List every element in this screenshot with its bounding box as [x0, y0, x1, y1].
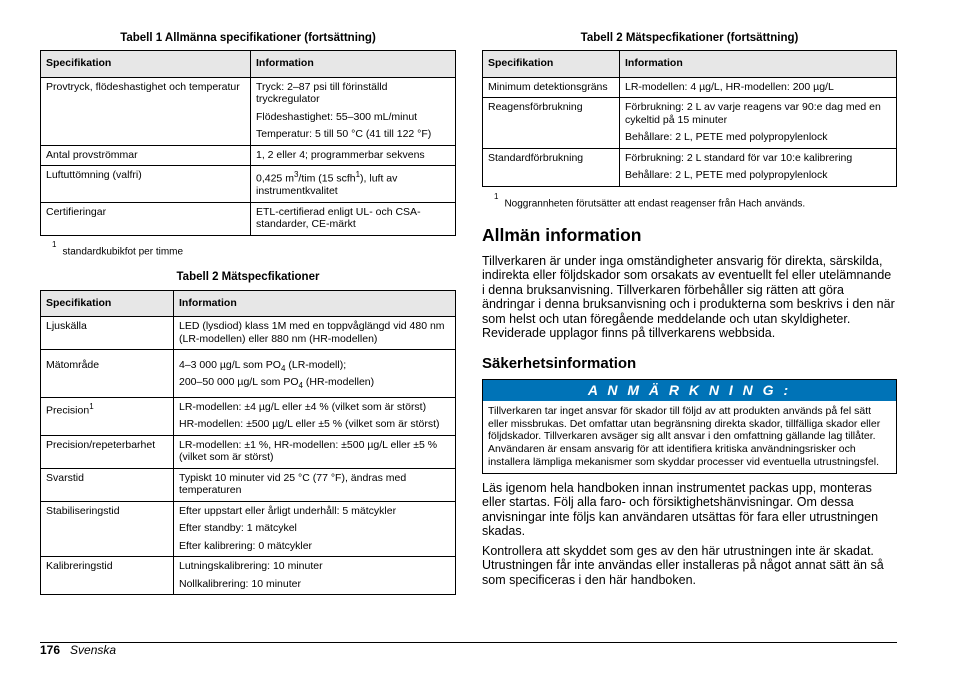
- table-row: [41, 435, 456, 468]
- cell-line: Temperatur: 5 till 50 °C (41 till 122 °F): [256, 128, 432, 140]
- table-cell: Typiskt 10 minuter vid 25 °C (77 °F), ändras med temperaturen: [174, 468, 456, 501]
- cell-text: 0,425 m: [256, 172, 294, 185]
- column-header: Specifikation: [41, 51, 251, 78]
- footnote-ref: 1: [355, 170, 361, 179]
- cell-text: /tim (15 scfh: [298, 172, 356, 185]
- cell-line: Behållare: 2 L, PETE med polypropylenlock: [625, 131, 828, 143]
- footnote-text: standardkubikfot per timme: [62, 245, 184, 257]
- table-header-row: [41, 51, 456, 78]
- cell-text: (HR-modellen): [302, 375, 375, 388]
- cell-line: HR-modellen: ±500 µg/L eller ±5 % (vilket som är störst): [179, 418, 440, 431]
- table-cell: Standardförbrukning: [483, 148, 620, 186]
- footnote-number: 1: [494, 191, 499, 201]
- cell-line: Efter kalibrering: 0 mätcykler: [179, 539, 313, 552]
- table-cell: Svarstid: [41, 468, 174, 501]
- cell-line: Lutningskalibrering: 10 minuter: [179, 560, 323, 573]
- table-cell: [251, 166, 456, 203]
- paragraph: Läs igenom hela handboken innan instrumentet packas upp, monteras eller startas. Följ alla faro- och försiktighetshänvisningar. Om dessa anvisningar inte följs kan användaren utsättas för fara eller utrustningen skadas.: [482, 480, 879, 539]
- table-cell: Kalibreringstid: [41, 557, 174, 595]
- paragraph: Kontrollera att skyddet som ges av den här utrustningen inte är skadat. Utrustningen får inte användas eller installeras på något annat sätt än så som specificeras i den här handboken.: [482, 543, 884, 587]
- column-header: Specifikation: [41, 290, 174, 317]
- table2-continued: [482, 50, 897, 187]
- footer-divider: [40, 642, 897, 643]
- table-row: [41, 397, 456, 435]
- column-header: Information: [251, 51, 456, 78]
- table-cell: Provtryck, flödeshastighet och temperatur: [41, 77, 251, 145]
- table-cell: Reagensförbrukning: [483, 98, 620, 149]
- table-row: [483, 77, 897, 98]
- table-cell: Ljuskälla: [41, 317, 174, 350]
- table-cell: [174, 397, 456, 435]
- table2cont-caption: Tabell 2 Mätspecfikationer (fortsättning): [580, 32, 799, 44]
- table-cell: LR-modellen: 4 µg/L, HR-modellen: 200 µg/L: [620, 77, 897, 98]
- page-footer: [40, 643, 116, 657]
- table1-caption: Tabell 1 Allmänna specifikationer (fortsättning): [120, 32, 376, 44]
- cell-text: (LR-modell);: [285, 359, 347, 372]
- subscript: 4: [298, 381, 303, 391]
- cell-line: Flödeshastighet: 55–300 mL/minut: [256, 110, 418, 123]
- notice-title: A N M Ä R K N I N G :: [483, 380, 896, 401]
- column-header: Specifikation: [483, 51, 620, 78]
- subscript: 4: [280, 364, 286, 374]
- table-cell: ETL-certifierad enligt UL- och CSA-standarder, CE-märkt: [251, 202, 456, 235]
- table2-footnote: [482, 191, 897, 209]
- table-cell: [251, 77, 456, 145]
- cell-line: [179, 359, 450, 376]
- table-cell: Precision/repeterbarhet: [41, 435, 174, 468]
- safety-heading: Säkerhetsinformation: [482, 354, 637, 372]
- cell-line: Efter uppstart eller årligt underhåll: 5 mätcykler: [179, 504, 397, 517]
- footnote-number: 1: [52, 239, 57, 249]
- column-header: Information: [174, 290, 456, 317]
- table-row: [41, 557, 456, 595]
- page-number: 176: [40, 643, 61, 657]
- cell-line: Förbrukning: 2 L av varje reagens var 90:e dag med en cykeltid på 15 minuter: [625, 101, 881, 126]
- cell-line: LR-modellen: ±4 µg/L eller ±4 % (vilket som är störst): [179, 400, 427, 413]
- cell-line: Förbrukning: 2 L standard för var 10:e kalibrering: [625, 151, 853, 164]
- table1-footnote: [40, 239, 456, 257]
- table2: [40, 290, 456, 595]
- cell-text: Precision: [46, 404, 90, 417]
- left-column: [40, 0, 456, 595]
- table-cell: LED (lysdiod) klass 1M med en toppvåglängd vid 480 nm (LR-modellen) eller 880 nm (HR-modellen): [174, 317, 456, 350]
- table-header-row: [41, 290, 456, 317]
- table-cell: [620, 98, 897, 149]
- table-row: [41, 317, 456, 350]
- table1: [40, 50, 456, 236]
- table-row: [41, 350, 456, 397]
- cell-line: Efter standby: 1 mätcykel: [179, 522, 297, 535]
- cell-line: Behållare: 2 L, PETE med polypropylenlock: [625, 169, 828, 181]
- cell-line: Nollkalibrering: 10 minuter: [179, 577, 301, 590]
- table-cell: [174, 557, 456, 595]
- table-cell: LR-modellen: ±1 %, HR-modellen: ±500 µg/L eller ±5 % (vilket som är störst): [174, 435, 456, 468]
- table-cell: Antal provströmmar: [41, 145, 251, 166]
- superscript: 3: [293, 170, 299, 179]
- cell-line: Tryck: 2–87 psi till förinställd tryckregulator: [256, 80, 388, 105]
- table-row: [41, 145, 456, 166]
- table-cell: [174, 350, 456, 397]
- footer-language: Svenska: [70, 643, 117, 657]
- table-cell: Stabiliseringstid: [41, 501, 174, 557]
- right-column: [482, 0, 897, 587]
- table-cell: Certifieringar: [41, 202, 251, 235]
- footnote-ref: 1: [89, 401, 94, 411]
- table-row: [483, 148, 897, 186]
- paragraph: Tillverkaren är under inga omständigheter ansvarig för direkta, särskilda, indirekta eller följdskador som orsakats av eventuellt fel eller utelämnande i denna bruksanvisning. Tillverkaren förbehåller sig rätten att göra ändringar i denna bruksanvisning och i produkterna som beskrivs i den när som helst och utan föregående meddelande och utan skyldigheter. Reviderade upplagor finns på tillverkarens webbsida.: [482, 253, 895, 341]
- footnote-text: Noggrannheten förutsätter att endast reagenser från Hach används.: [504, 197, 806, 209]
- table-cell: [174, 501, 456, 557]
- table-cell: [41, 397, 174, 435]
- cell-line: [179, 376, 450, 393]
- column-header: Information: [620, 51, 897, 78]
- cell-text: 4–3 000 µg/L som PO: [179, 359, 281, 372]
- table-row: [41, 166, 456, 203]
- table-row: [41, 468, 456, 501]
- general-info-heading: Allmän information: [482, 224, 642, 245]
- general-info-text: [482, 254, 897, 341]
- table-row: [41, 77, 456, 145]
- cell-text: 200–50 000 µg/L som PO: [179, 375, 299, 388]
- table-header-row: [483, 51, 897, 78]
- table-cell: Luftuttömning (valfri): [41, 166, 251, 203]
- notice-text: Tillverkaren tar inget ansvar för skador till följd av att produkten används på fel sätt eller missbrukas. Det omfattar utan begränsning direkta skador, tillfälliga skador eller följdskador. Tillverkaren avsäger sig allt ansvar i den omfattning gällande lag tillåter. Användaren är ensam ansvarig för att identifiera kritiska användningsrisker och installera lämpliga mekanismer som skyddar processer vid eventuella utrustningsfel.: [488, 404, 881, 469]
- table-cell: 1, 2 eller 4; programmerbar sekvens: [251, 145, 456, 166]
- table2-caption: Tabell 2 Mätspecfikationer: [176, 270, 320, 283]
- cell-text: ), luft av instrumentkvalitet: [256, 172, 398, 197]
- table-row: [483, 98, 897, 149]
- table-row: [41, 202, 456, 235]
- safety-text: [482, 481, 897, 588]
- table-cell: Mätområde: [41, 350, 174, 397]
- table-cell: Minimum detektionsgräns: [483, 77, 620, 98]
- table-cell: [620, 148, 897, 186]
- table-row: [41, 501, 456, 557]
- notice-box: [482, 379, 897, 474]
